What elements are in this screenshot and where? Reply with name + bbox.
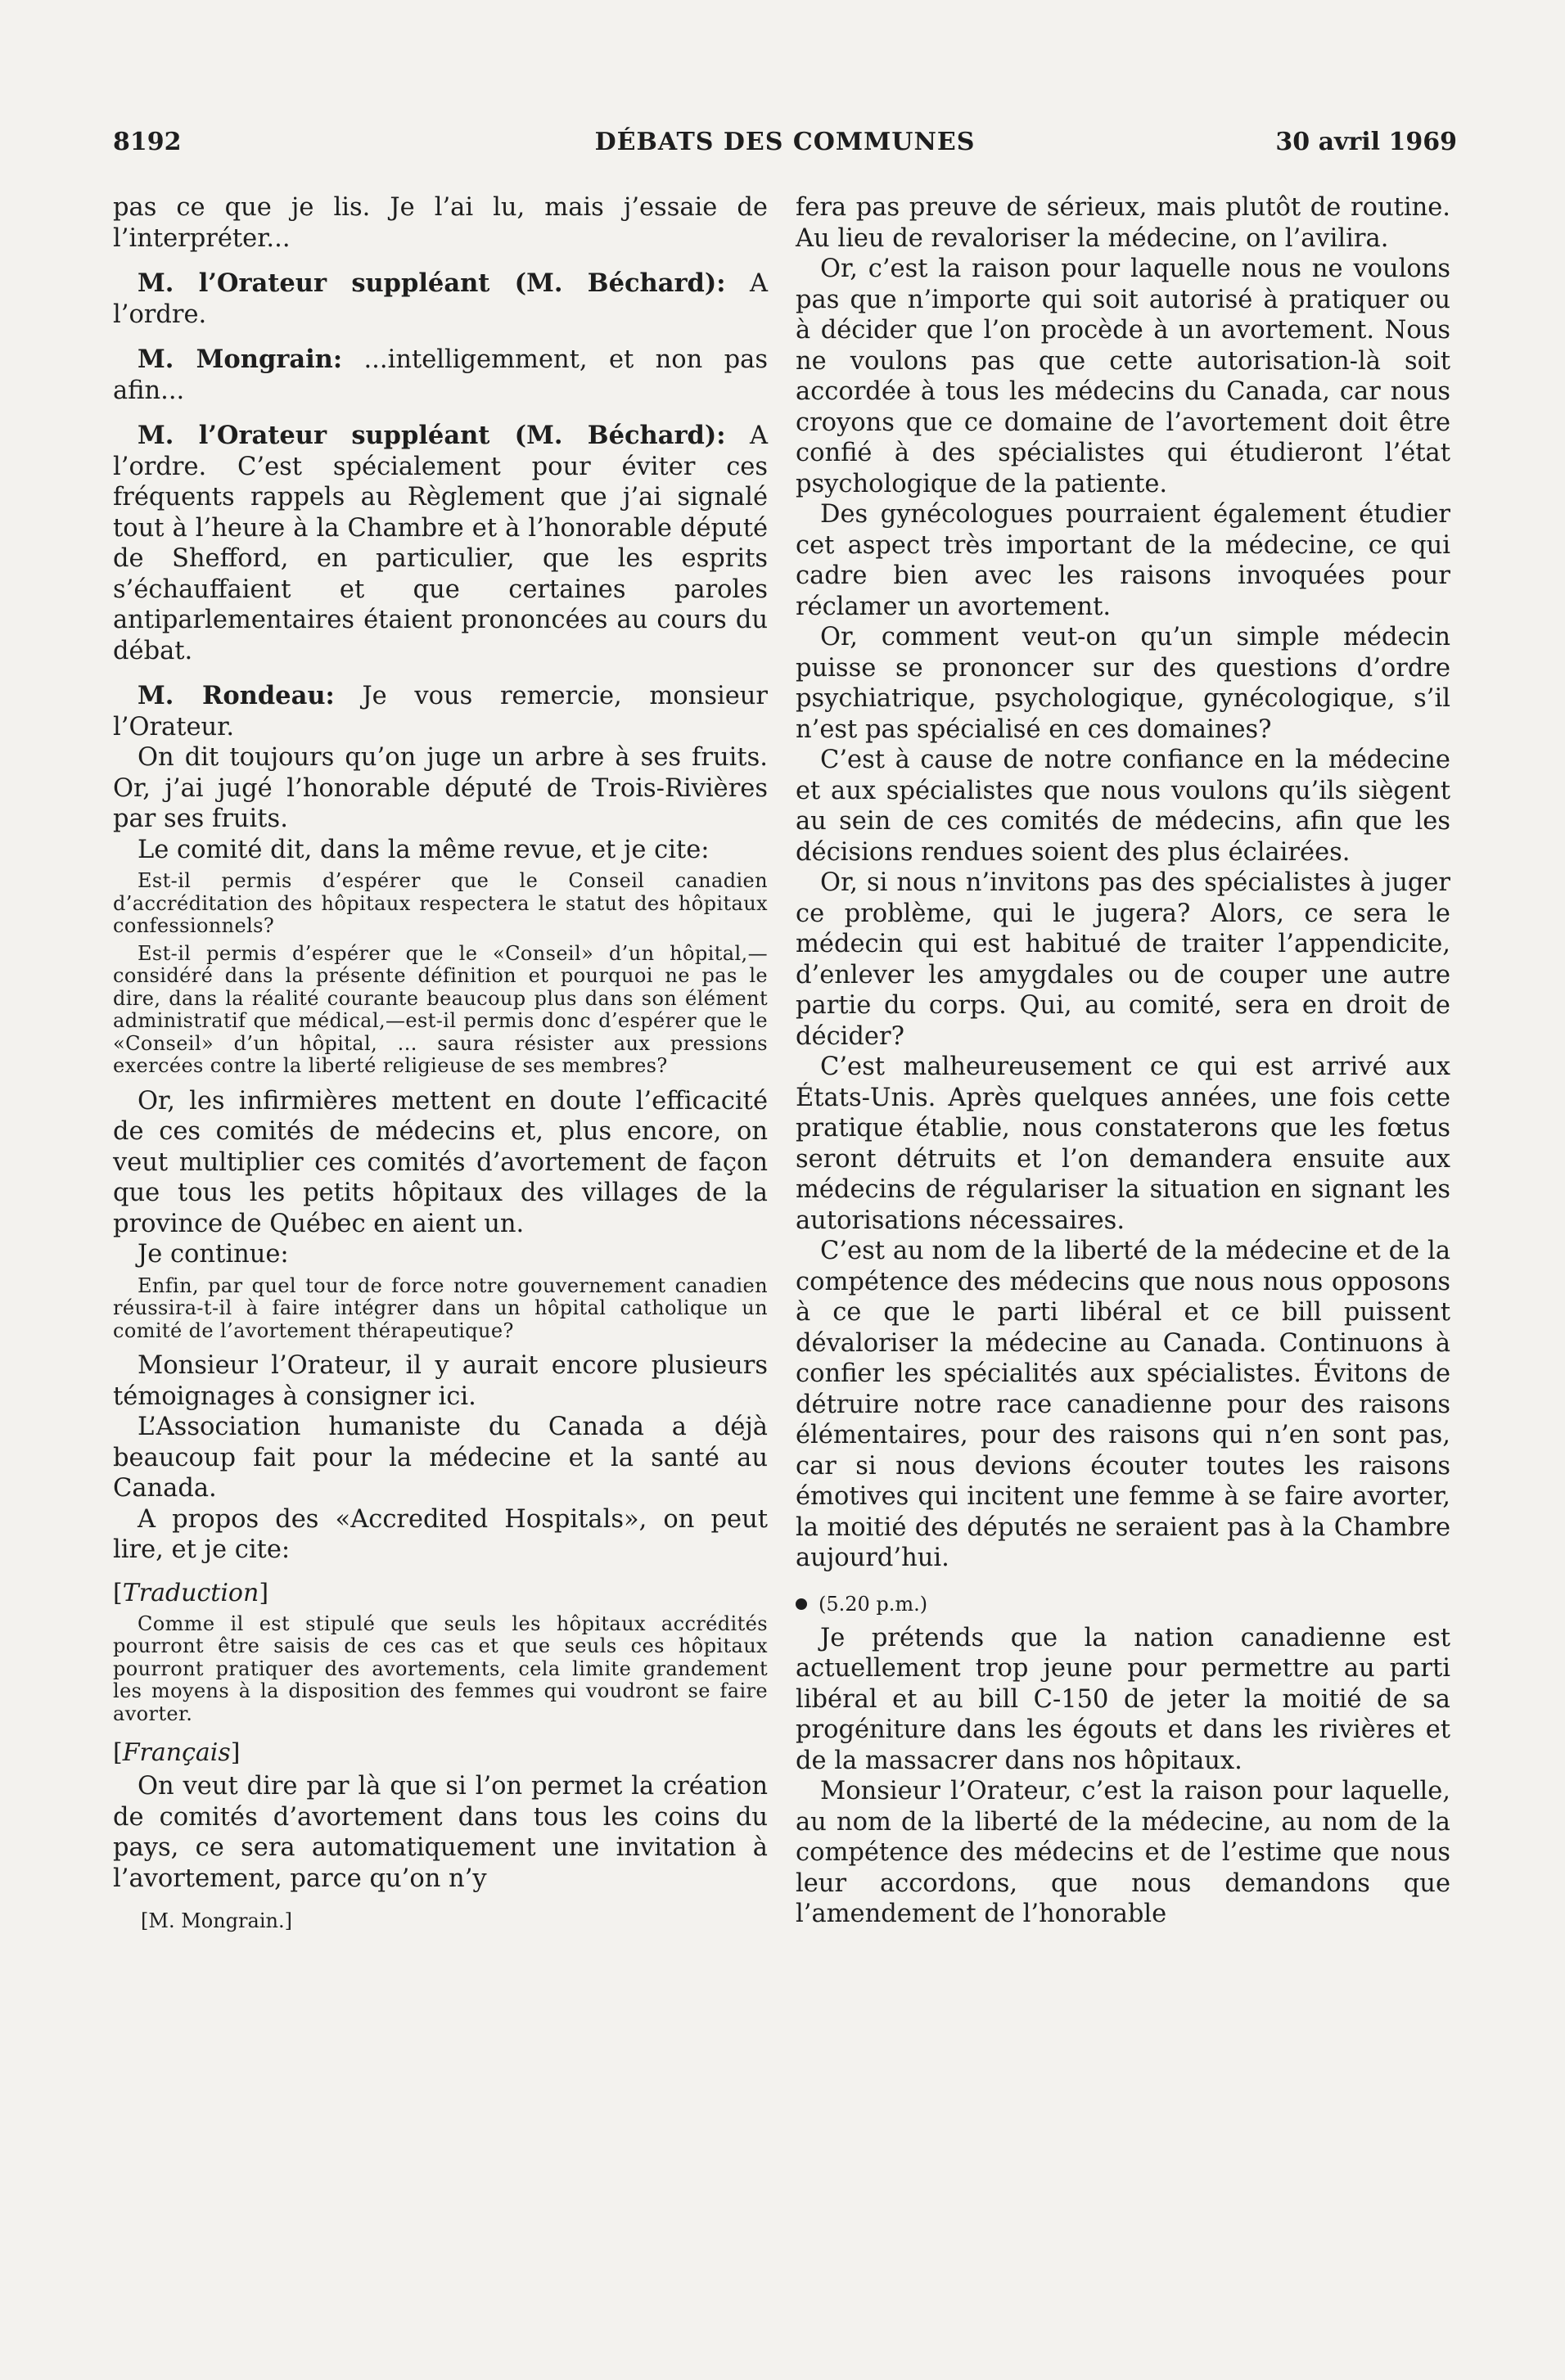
paragraph: Or, les infirmières mettent en doute l’efficacité de ces comités de médecins et, plus encore, on veut multiplier ces comités d’avortement de façon que tous les petits hôpitaux des villages de la province de Québec en aient un.	[113, 1086, 768, 1238]
paragraph: On veut dire par là que si l’on permet la création de comités d’avortement dans tous les coins du pays, ce sera automatiquement une invitation à l’avortement, parce qu’on n’y	[113, 1772, 768, 1893]
speaker-paragraph	[113, 421, 768, 666]
speaker-paragraph	[113, 681, 768, 742]
right-column	[796, 192, 1450, 1930]
language-label: [Français]	[113, 1738, 241, 1767]
page-header	[113, 128, 1457, 164]
block-quote: Comme il est stipulé que seuls les hôpitaux accrédités pourront être saisis de ces cas et que seuls ces hôpitaux pourront pratiquer des avortements, cela limite grandement les moyens à la disposition des femmes qui voudront se faire avorter.	[113, 1611, 768, 1725]
block-quote: Enfin, par quel tour de force notre gouvernement canadien réussira-t-il à faire intégrer dans un hôpital catholique un comité de l’avortement thérapeutique?	[113, 1273, 768, 1342]
paragraph: A propos des «Accredited Hospitals», on peut lire, et je cite:	[113, 1504, 768, 1564]
block-quote: Est-il permis d’espérer que le Conseil canadien d’accréditation des hôpitaux respectera le statut des hôpitaux confessionnels?	[113, 869, 768, 937]
speaker-name: M. l’Orateur suppléant (M. Béchard):	[138, 421, 726, 450]
speaker-paragraph	[113, 268, 768, 330]
paragraph: C’est malheureusement ce qui est arrivé aux États-Unis. Après quelques années, une fois cette pratique établie, nous constaterons que les fœtus seront détruits et l’on demandera ensuite aux médecins de régulariser la situation en signant les autorisations nécessaires.	[796, 1053, 1450, 1235]
paragraph: Des gynécologues pourraient également étudier cet aspect très important de la médecine, ce qui cadre bien avec les raisons invoquées pour réclamer un avortement.	[796, 500, 1450, 621]
bullet-icon	[796, 1598, 807, 1610]
speech-text: A l’ordre. C’est spécialement pour éviter ces fréquents rappels au Règlement que j’ai signalé tout à l’heure à la Chambre et à l’honorable député de Shefford, en particulier, que les esprits s’échauffaient et que certaines paroles antiparlementaires étaient prononcées au cours du débat.	[113, 421, 768, 665]
speaker-attribution: [M. Mongrain.]	[141, 1909, 292, 1932]
paragraph: On dit toujours qu’on juge un arbre à ses fruits. Or, j’ai jugé l’honorable député de Trois-Rivières par ses fruits.	[113, 743, 768, 833]
publication-date: 30 avril 1969	[1275, 128, 1457, 156]
paragraph: Or, c’est la raison pour laquelle nous ne voulons pas que n’importe qui soit autorisé à pratiquer ou à décider que l’on procède à un avortement. Nous ne voulons pas que cette autorisation-là soit accordée à tous les médecins du Canada, car nous croyons que ce domaine de l’avortement doit être confié à des spécialistes qui étudieront l’état psychologique de la patiente.	[796, 255, 1450, 498]
paragraph: L’Association humaniste du Canada a déjà beaucoup fait pour la médecine et la santé au Canada.	[113, 1413, 768, 1503]
paragraph: C’est au nom de la liberté de la médecine et de la compétence des médecins que nous nous opposons à ce que le parti libéral et ce bill puissent dévaloriser la médecine au Canada. Continuons à confier les spécialités aux spécialistes. Évitons de détruire notre race canadienne pour des raisons élémentaires, pour des raisons qui n’en sont pas, car si nous devions écouter toutes les raisons émotives qui incitent une femme à se faire avorter, la moitié des députés ne seraient pas à la Chambre aujourd’hui.	[796, 1237, 1450, 1572]
left-column	[113, 192, 768, 1933]
paragraph: Monsieur l’Orateur, il y aurait encore plusieurs témoignages à consigner ici.	[113, 1351, 768, 1411]
speaker-name: M. Rondeau:	[138, 681, 335, 710]
speech-text: Je vous remercie, monsieur l’Orateur.	[113, 682, 768, 741]
translation-label: [Traduction]	[113, 1578, 269, 1607]
speaker-name: M. Mongrain:	[138, 345, 343, 374]
publication-title: DÉBATS DES COMMUNES	[594, 128, 976, 156]
block-quote: Est-il permis d’espérer que le «Conseil» d’un hôpital,—considéré dans la présente définition et pourquoi ne pas le dire, dans la réalité courante beaucoup plus dans son élément administratif que médical,—est-il permis donc d’espérer que le «Conseil» d’un hôpital, ... saura résister aux pressions exercées contre la liberté religieuse de ses membres?	[113, 941, 768, 1077]
paragraph: Je continue:	[138, 1240, 289, 1269]
paragraph: Monsieur l’Orateur, c’est la raison pour laquelle, au nom de la liberté de la médecine, au nom de la compétence des médecins et de l’estime que nous leur accordons, que nous demandons que l’amendement de l’honorable	[796, 1777, 1450, 1928]
paragraph: C’est à cause de notre confiance en la médecine et aux spécialistes que nous voulons qu’ils siègent au sein de ces comités de médecins, afin que les décisions rendues soient des plus éclairées.	[796, 746, 1450, 867]
paragraph: pas ce que je lis. Je l’ai lu, mais j’essaie de l’interpréter...	[113, 193, 768, 253]
speaker-name: M. l’Orateur suppléant (M. Béchard):	[138, 268, 726, 298]
speech-text: A l’ordre.	[113, 269, 768, 329]
timestamp: (5.20 p.m.)	[796, 1592, 1450, 1616]
paragraph: Or, si nous n’invitons pas des spécialistes à juger ce problème, qui le jugera? Alors, ce sera le médecin qui est habitué de traiter l’appendicite, d’enlever les amygdales ou de couper une autre partie du corps. Qui, au comité, sera en droit de décider?	[796, 868, 1450, 1051]
paragraph: Or, comment veut-on qu’un simple médecin puisse se prononcer sur des questions d’ordre psychiatrique, psychologique, gynécologique, s’il n’est pas spécialisé en ces domaines?	[796, 623, 1450, 744]
paragraph: Le comité dit, dans la même revue, et je cite:	[138, 835, 710, 864]
speech-text: ...intelligemment, et non pas afin...	[113, 345, 768, 405]
page-number: 8192	[113, 128, 182, 156]
paragraph: Je prétends que la nation canadienne est actuellement trop jeune pour permettre au parti libéral et au bill C-150 de jeter la moitié de sa progéniture dans les égouts et dans les rivières et de la massacrer dans nos hôpitaux.	[796, 1623, 1450, 1775]
speaker-paragraph	[113, 345, 768, 406]
paragraph: fera pas preuve de sérieux, mais plutôt de routine. Au lieu de revaloriser la médecine, on l’avilira.	[796, 193, 1450, 253]
